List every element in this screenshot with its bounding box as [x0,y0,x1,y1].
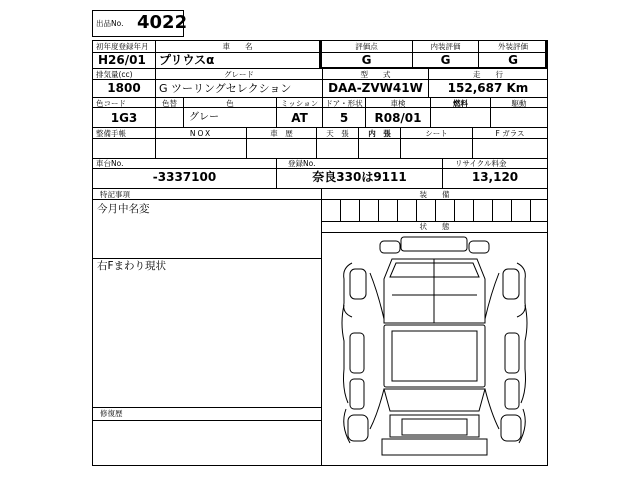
grade-label: グレード [224,70,254,79]
transmission-label: ミッション [280,99,319,108]
front-bumper-outline [380,237,489,253]
equipment-label: 装 備 [419,190,450,199]
color-value: グレー [189,112,219,123]
lot-number: 4022 [137,12,188,33]
model-value: DAA-ZVW41W [328,81,423,95]
seat-label: シート [425,129,448,138]
f-glass-label: F ガラス [495,129,525,138]
model-label: 型 式 [360,70,391,79]
exterior-score-value: G [508,53,518,67]
body-top-outline [382,259,487,455]
displacement-value: 1800 [107,81,141,95]
first-reg-label: 初年度登録年月 [96,42,149,51]
mileage-value: 152,687 Km [447,81,529,95]
chassis-label: 車台No. [96,159,124,168]
lot-number-box [92,10,188,37]
left-side-outline [342,263,368,443]
car-name-label: 車 名 [222,42,253,51]
auction-sheet [92,40,548,466]
car-name-value: プリウスα [159,53,215,67]
inspection-label: 車検 [390,99,406,108]
registration-value: 奈良330は9111 [312,170,407,184]
inspection-value: R08/01 [374,111,422,125]
sunroof-label: 天 張 [326,129,349,138]
mileage-label: 走 行 [473,70,503,79]
exterior-score-label: 外装評価 [498,42,528,51]
chassis-value: -3337100 [152,170,217,184]
registration-label: 登録No. [288,159,316,168]
repair-history-label: 修復歴 [100,409,123,418]
drive-label: 駆動 [511,99,527,108]
color-label: 色 [226,99,234,108]
condition-label: 状 態 [419,222,450,231]
color-change-label: 色替 [162,99,177,108]
doors-label: ドア・形状 [325,99,363,108]
color-code-value: 1G3 [110,111,138,125]
car-condition-diagram [322,233,547,465]
doors-value: 5 [339,111,349,125]
color-code-label: 色コード [96,99,126,108]
fuel-label: 燃料 [453,99,468,108]
grade-value: G ツーリングセレクション [159,82,292,95]
special-note-line-2: 右Fまわり現状 [97,260,167,272]
interior-lining-label: 内 張 [368,129,391,138]
score-value: G [361,53,372,67]
interior-score-value: G [440,53,451,67]
right-side-outline [501,263,527,443]
transmission-value: AT [291,111,308,125]
maintenance-label: 整備手帳 [96,129,126,138]
nox-label: NOX [189,129,213,138]
first-reg-value: H26/01 [98,53,146,67]
interior-score-label: 内装評価 [430,42,461,51]
history-label: 車 歴 [270,129,293,138]
special-note-line-1: 今月中名変 [97,203,150,215]
lot-number-label: 出品No. [96,19,124,28]
recycle-value: 13,120 [471,170,519,184]
score-label: 評価点 [355,42,378,51]
recycle-label: リサイクル料金 [455,159,507,168]
special-notes-label: 特記事項 [100,190,130,199]
displacement-label: 排気量(cc) [96,70,133,79]
